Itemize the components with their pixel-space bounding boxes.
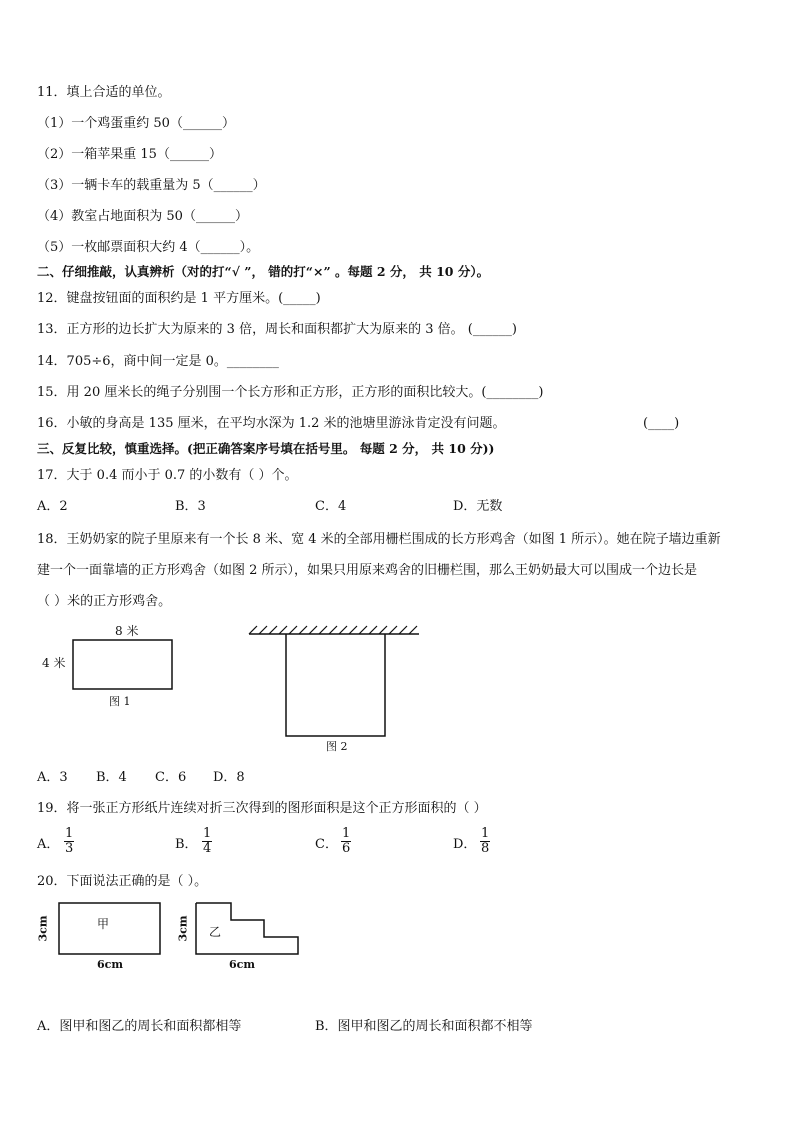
q20-option-a: A．图甲和图乙的周长和面积都相等	[37, 1019, 242, 1034]
q20-yi-height-label: 3cm	[176, 915, 190, 942]
fig1-top-label: 8 米	[115, 624, 139, 638]
q18-line-3: （ ）米的正方形鸡舍。	[37, 594, 172, 609]
q17-option-a: A．2	[37, 499, 68, 514]
q17-stem: 17．大于 0.4 而小于 0.7 的小数有（ ）个。	[37, 468, 298, 483]
q18-option-c: C．6	[155, 770, 187, 785]
denominator: 6	[342, 841, 351, 856]
q11-item-3: （3）一辆卡车的载重量为 5（______）	[37, 178, 266, 193]
q20-yi-width-label: 6cm	[229, 958, 255, 971]
q19-option-c-fraction	[341, 827, 351, 856]
denominator: 4	[203, 841, 212, 856]
q20-option-b: B．图甲和图乙的周长和面积都不相等	[315, 1019, 533, 1034]
q20-jia-width-label: 6cm	[97, 958, 123, 971]
q19-option-d-letter: D．	[453, 837, 477, 852]
fig1-side-label: 4 米	[42, 656, 66, 670]
numerator: 1	[342, 826, 351, 841]
q16-blank: (____)	[643, 416, 680, 431]
q19-option-a-fraction	[64, 827, 74, 856]
fig1-caption: 图 1	[109, 695, 131, 708]
fig2-caption: 图 2	[326, 740, 348, 753]
q17-option-d: D．无数	[453, 499, 503, 514]
numerator: 1	[481, 826, 490, 841]
q18-line-2: 建一个一面靠墙的正方形鸡舍（如图 2 所示），如果只用原来鸡舍的旧栅栏围，那么王奶奶最大可以围成一个边长是	[37, 563, 698, 578]
q20-jia-height-label: 3cm	[36, 915, 50, 942]
q14-text: 14．705÷6，商中间一定是 0。________	[37, 354, 279, 369]
q19-option-c-letter: C．	[315, 837, 338, 852]
q19-option-b-fraction	[202, 827, 212, 856]
q19-option-a-letter: A．	[37, 837, 60, 852]
numerator: 1	[203, 826, 212, 841]
q20-yi-label: 乙	[209, 925, 222, 939]
q17-option-b: B．3	[175, 499, 206, 514]
q11-item-4: （4）教室占地面积为 50（______）	[37, 209, 248, 224]
q20-jia-label: 甲	[97, 917, 110, 931]
q19-option-b-letter: B．	[175, 837, 198, 852]
q18-line-1: 18．王奶奶家的院子里原来有一个长 8 米、宽 4 米的全部用栅栏围成的长方形鸡舍（如图 1 所示）。她在院子墙边重新	[37, 532, 721, 547]
q13-text: 13．正方形的边长扩大为原来的 3 倍，周长和面积都扩大为原来的 3 倍。 (______)	[37, 322, 517, 337]
denominator: 8	[481, 841, 490, 856]
q11-item-1: （1）一个鸡蛋重约 50（______）	[37, 116, 235, 131]
q20-stem: 20．下面说法正确的是（ ）。	[37, 874, 208, 889]
q18-option-b: B．4	[96, 770, 127, 785]
section-2-heading: 二、仔细推敲，认真辨析（对的打“√ ”， 错的打“×” 。每题 2 分， 共 10 分）。	[37, 264, 490, 279]
q17-option-c: C．4	[315, 499, 347, 514]
q11-item-5: （5）一枚邮票面积大约 4（______）。	[37, 240, 260, 255]
q19-stem: 19．将一张正方形纸片连续对折三次得到的图形面积是这个正方形面积的（ ）	[37, 801, 487, 816]
q18-option-a: A．3	[37, 770, 68, 785]
q15-text: 15．用 20 厘米长的绳子分别围一个长方形和正方形，正方形的面积比较大。(________)	[37, 385, 544, 400]
q19-option-d-fraction	[480, 827, 490, 856]
q11-item-2: （2）一箱苹果重 15（______）	[37, 147, 222, 162]
numerator: 1	[65, 826, 74, 841]
q18-option-d: D．8	[213, 770, 245, 785]
denominator: 3	[65, 841, 74, 856]
q16-text: 16．小敏的身高是 135 厘米，在平均水深为 1.2 米的池塘里游泳肯定没有问题。	[37, 416, 506, 431]
q12-text: 12．键盘按钮面的面积约是 1 平方厘米。(_____)	[37, 291, 321, 306]
section-3-heading: 三、反复比较，慎重选择。(把正确答案序号填在括号里。 每题 2 分， 共 10 分))	[37, 441, 495, 456]
q11-title: 11．填上合适的单位。	[37, 85, 171, 100]
